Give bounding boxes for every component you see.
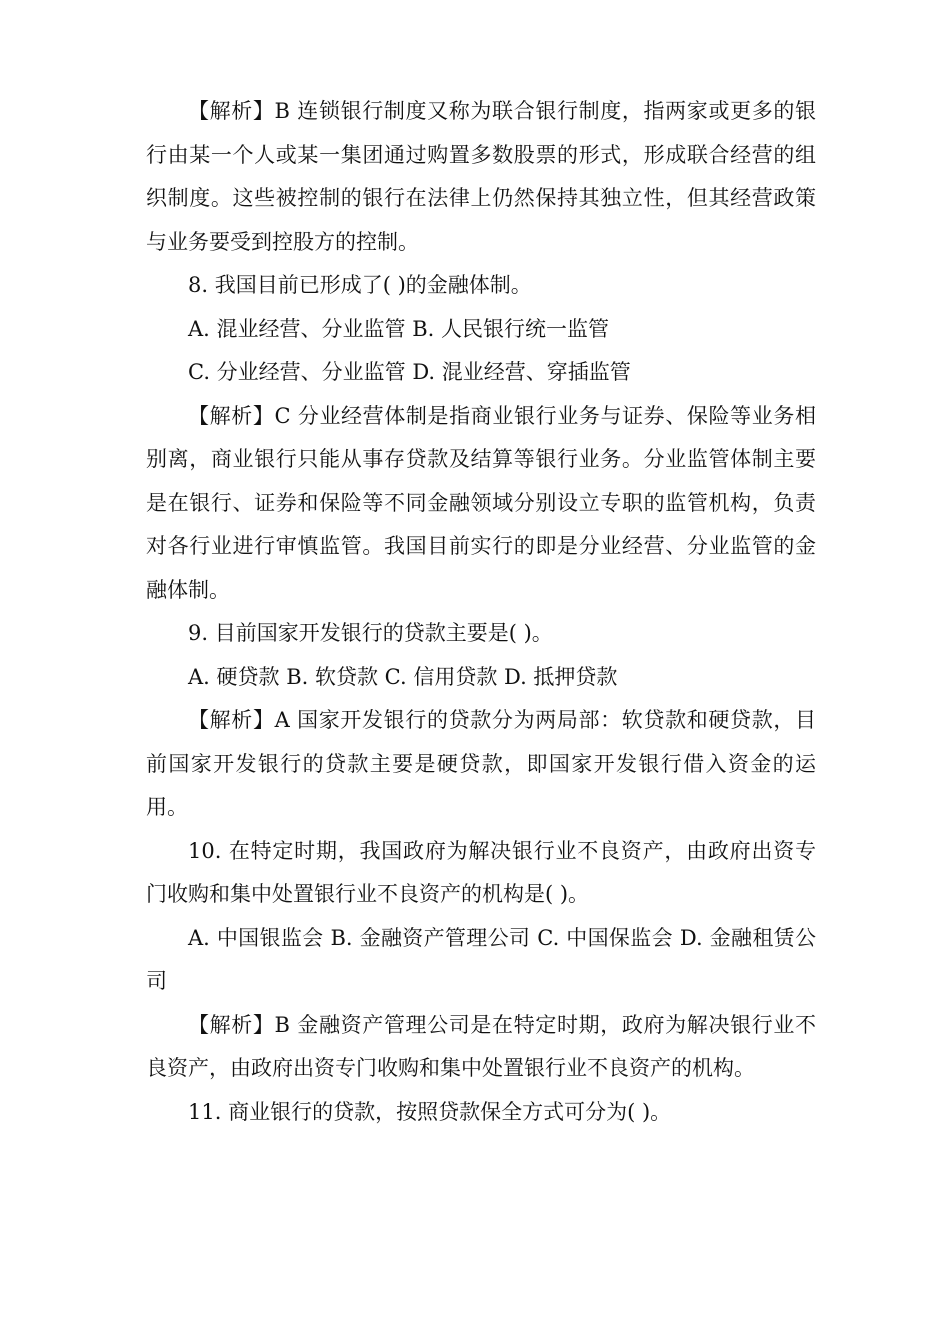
- question-8-options-ab: A. 混业经营、分业监管 B. 人民银行统一监管: [188, 316, 609, 341]
- analysis-paragraph-q9: 【解析】A 国家开发银行的贷款分为两局部：软贷款和硬贷款，目前国家开发银行的贷款主要是硬贷款，即国家开发银行借入资金的运用。: [146, 708, 816, 819]
- question-8: 8. 我国目前已形成了( )的金融体制。: [188, 273, 532, 297]
- question-8-options-cd: C. 分业经营、分业监管 D. 混业经营、穿插监管: [188, 360, 631, 384]
- analysis-paragraph-q7: 【解析】B 连锁银行制度又称为联合银行制度，指两家或更多的银行由某一个人或某一集团通过购置多数股票的形式，形成联合经营的组织制度。这些被控制的银行在法律上仍然保持其独立性，但其经营政策与业务要受到控股方的控制。: [146, 99, 816, 254]
- analysis-paragraph-q8: 【解析】C 分业经营体制是指商业银行业务与证券、保险等业务相别离，商业银行只能从事存贷款及结算等银行业务。分业监管体制主要是在银行、证券和保险等不同金融领域分别设立专职的监管机构，负责对各行业进行审慎监管。我国目前实行的即是分业经营、分业监管的金融体制。: [146, 403, 816, 602]
- question-9-options: A. 硬贷款 B. 软贷款 C. 信用贷款 D. 抵押贷款: [188, 664, 618, 689]
- question-9: 9. 目前国家开发银行的贷款主要是( )。: [188, 621, 553, 645]
- question-10-options: A. 中国银监会 B. 金融资产管理公司 C. 中国保监会 D. 金融租赁公司: [146, 925, 816, 993]
- analysis-paragraph-q10: 【解析】B 金融资产管理公司是在特定时期，政府为解决银行业不良资产，由政府出资专门收购和集中处置银行业不良资产的机构。: [146, 1012, 816, 1080]
- question-10: 10. 在特定时期，我国政府为解决银行业不良资产，由政府出资专门收购和集中处置银行业不良资产的机构是( )。: [146, 838, 816, 906]
- document-body: [146, 90, 816, 1134]
- question-11: 11. 商业银行的贷款，按照贷款保全方式可分为( )。: [188, 1099, 672, 1124]
